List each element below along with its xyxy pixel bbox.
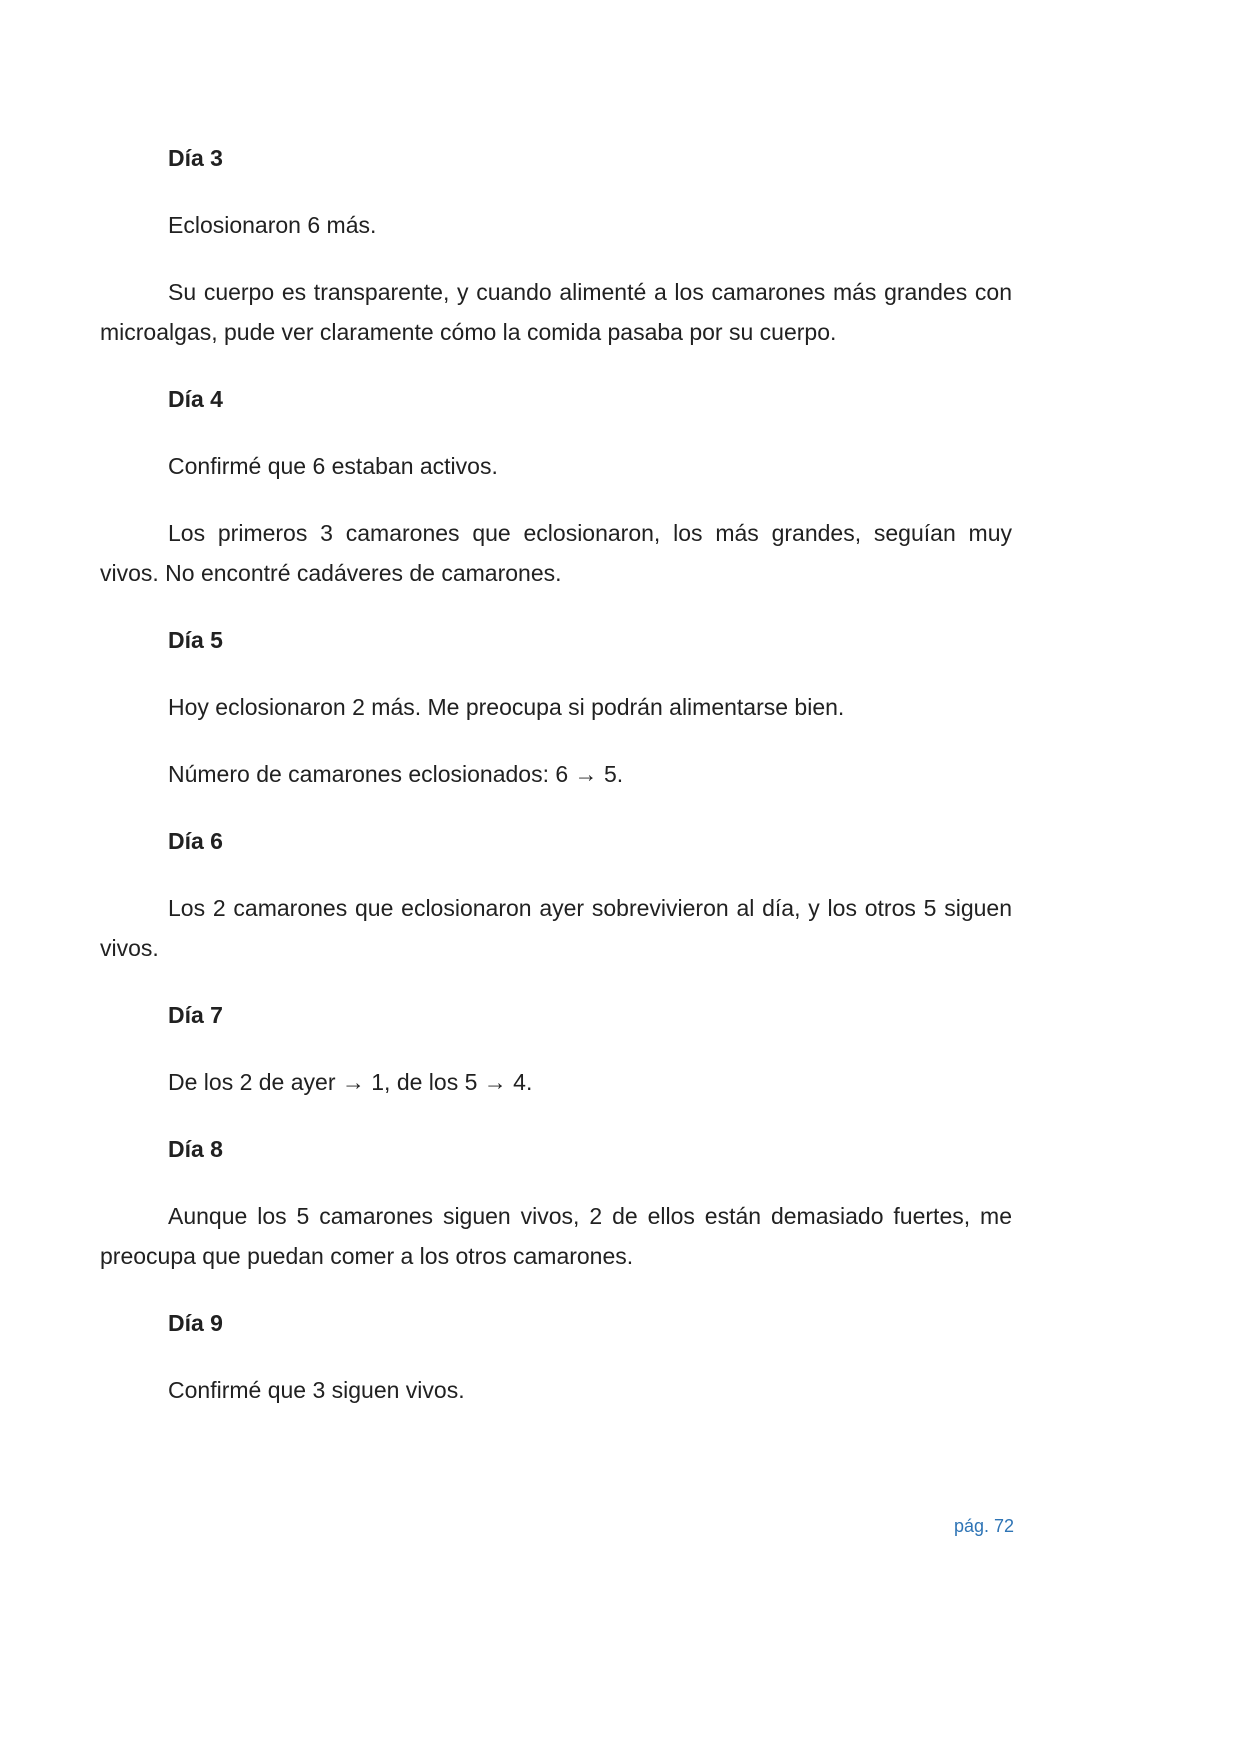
day-heading: Día 9 — [168, 1310, 223, 1336]
day-heading: Día 7 — [168, 1002, 223, 1028]
paragraph: Eclosionaron 6 más. — [168, 212, 377, 238]
paragraph: Hoy eclosionaron 2 más. Me preocupa si podrán alimentarse bien. — [168, 694, 845, 720]
paragraph: Confirmé que 3 siguen vivos. — [168, 1377, 465, 1403]
paragraph: Su cuerpo es transparente, y cuando alimenté a los camarones más grandes con microalgas, pude ver claramente cómo la comida pasaba por su cuerpo. — [100, 279, 1012, 345]
paragraph: Aunque los 5 camarones siguen vivos, 2 de ellos están demasiado fuertes, me preocupa que puedan comer a los otros camarones. — [100, 1203, 1012, 1269]
day-heading: Día 3 — [168, 145, 223, 171]
day-heading: Día 5 — [168, 627, 223, 653]
page-footer — [954, 1515, 1014, 1537]
paragraph: Confirmé que 6 estaban activos. — [168, 453, 498, 479]
paragraph: De los 2 de ayer → 1, de los 5 → 4. — [168, 1069, 533, 1095]
paragraph: Los primeros 3 camarones que eclosionaron, los más grandes, seguían muy vivos. No encontré cadáveres de camarones. — [100, 520, 1012, 586]
day-heading: Día 4 — [168, 386, 223, 412]
day-heading: Día 8 — [168, 1136, 223, 1162]
document-body — [100, 138, 1012, 1437]
day-heading: Día 6 — [168, 828, 223, 854]
paragraph: Los 2 camarones que eclosionaron ayer sobrevivieron al día, y los otros 5 siguen vivos. — [100, 895, 1012, 961]
page-number: pág. 72 — [953, 1516, 1014, 1536]
paragraph: Número de camarones eclosionados: 6 → 5. — [168, 761, 624, 787]
